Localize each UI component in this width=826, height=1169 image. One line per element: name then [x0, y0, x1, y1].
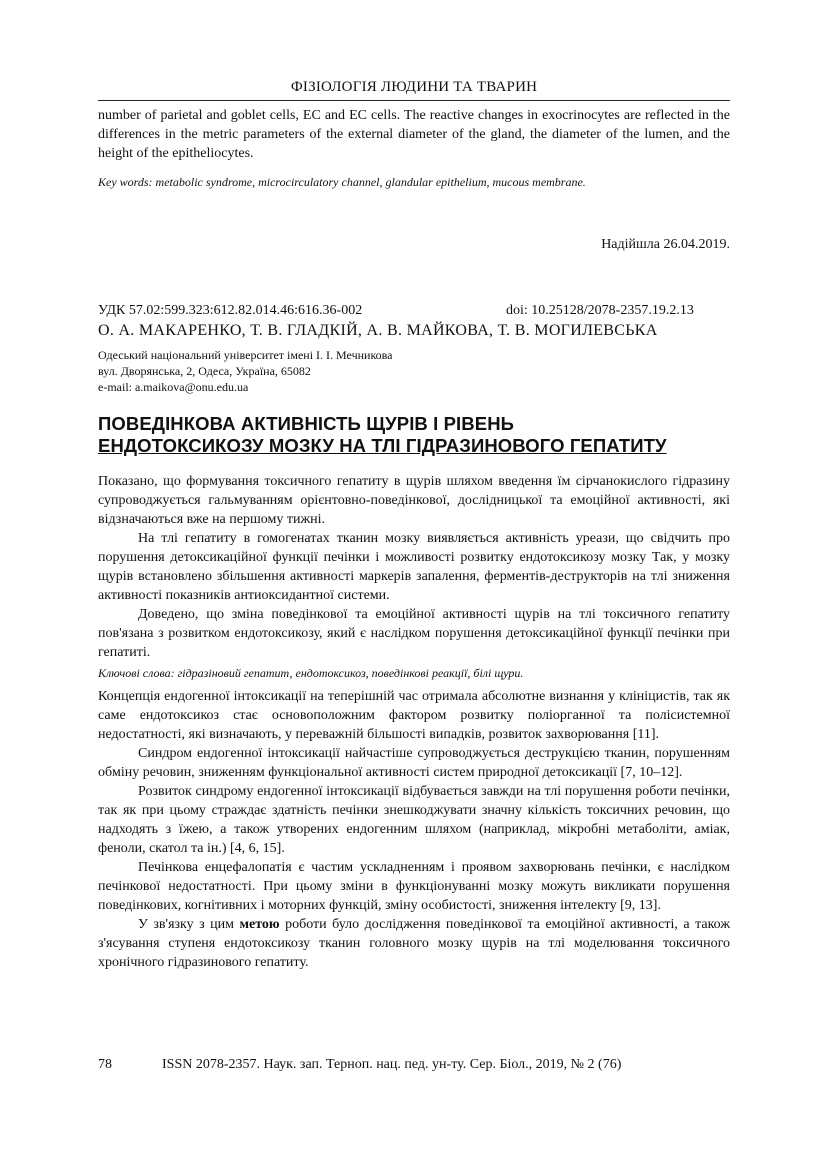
title-line-1: ПОВЕДІНКОВА АКТИВНІСТЬ ЩУРІВ І РІВЕНЬ — [98, 413, 515, 434]
address: вул. Дворянська, 2, Одеса, Україна, 65082 — [98, 364, 311, 378]
doi: doi: 10.25128/2078-2357.19.2.13 — [506, 303, 694, 318]
journal-citation: ISSN 2078-2357. Наук. зап. Терноп. нац. пед. ун-ту. Сер. Біол., 2019, № 2 (76) — [162, 1057, 622, 1072]
aim-intro: У зв'язку з цим — [138, 917, 240, 932]
institution: Одеський національний університет імені І. І. Мечникова — [98, 348, 393, 362]
keywords: Ключові слова: гідразіновий гепатит, ендотоксикоз, поведінкові реакції, білі щури. — [98, 666, 524, 680]
abstract-paragraph: На тлі гепатиту в гомогенатах тканин мозку виявляється активність уреази, що свідчить про порушення детоксикаційної функції печінки і можливості розвитку ендотоксикозу мозку Так, у мозку щурів встановлено збільшення активності маркерів запалення, ферментів-деструкторів на тлі зниження активності показників антиоксидантної системи. — [98, 531, 730, 603]
body-text — [98, 687, 730, 972]
email: e-mail: a.maikova@onu.edu.ua — [98, 380, 249, 394]
aim-text: роботи було дослідження поведінкової та емоційної активності, а також з'ясування ступеня ендотоксикозу тканин головного мозку щурів на тлі моделювання токсичного хронічного гідразинового гепатиту. — [98, 917, 730, 970]
aim-keyword: метою — [239, 917, 280, 932]
running-header: ФІЗІОЛОГІЯ ЛЮДИНИ ТА ТВАРИН — [290, 79, 538, 95]
affiliation — [98, 347, 393, 395]
previous-keywords: Key words: metabolic syndrome, microcirculatory channel, glandular epithelium, mucous membrane. — [98, 175, 586, 189]
received-date: Надійшла 26.04.2019. — [601, 237, 730, 252]
title-line-2: ЕНДОТОКСИКОЗУ МОЗКУ НА ТЛІ ГІДРАЗИНОВОГО ГЕПАТИТУ — [98, 435, 667, 456]
body-paragraph: Синдром ендогенної інтоксикації найчастіше супроводжується деструкцією тканин, порушенням обміну речовин, зниженням функціональної активності систем природної детоксикації [7, 10–12]. — [98, 746, 730, 780]
previous-abstract-end: number of parietal and goblet cells, EC and EC cells. The reactive changes in exocrinocytes are reflected in the differences in the metric parameters of the external diameter of the gland, the diameter of the lumen, and the height of the epitheliocytes. — [98, 108, 730, 161]
abstract-paragraph: Показано, що формування токсичного гепатиту в щурів шляхом введення їм сірчанокислого гідразину супроводжується гальмуванням орієнтовно-поведінкової, дослідницької та емоційної активності, які відзначаються вже на першому тижні. — [98, 474, 730, 527]
abstract — [98, 472, 730, 662]
header-rule — [98, 100, 730, 101]
body-paragraph: Розвиток синдрому ендогенної інтоксикації відбувається завжди на тлі порушення роботи печінки, так як при цьому страждає здатність печінки знешкоджувати значну кількість токсичних речовин, що надходять з їжею, а також утворених ендогенним шляхом (наприклад, мікробні метаболіти, аміак, феноли, скатол та ін.) [4, 6, 15]. — [98, 784, 730, 856]
body-paragraph: Концепція ендогенної інтоксикації на теперішній час отримала абсолютне визнання у клініцистів, так як саме ендотоксикоз стає основоположним фактором розвитку поліорганної та полісистемної недостатності, які визначають, у переважній більшості випадків, розвиток захворювання [11]. — [98, 689, 730, 742]
abstract-paragraph: Доведено, що зміна поведінкової та емоційної активності щурів на тлі токсичного гепатиту пов'язана з розвитком ендотоксикозу, який є наслідком порушення детоксикаційної функції печінки при гепатиті. — [98, 607, 730, 660]
body-paragraph: Печінкова енцефалопатія є частим ускладненням і проявом захворювань печінки, є наслідком печінкової недостатності. При цьому зміни в функціонуванні мозку можуть викликати порушення поведінкових, когнітивних і моторних функцій, зміну особистості, зниження інтелекту [9, 13]. — [98, 860, 730, 913]
authors: О. А. МАКАРЕНКО, Т. В. ГЛАДКІЙ, А. В. МАЙКОВА, Т. В. МОГИЛЕВСЬКА — [98, 322, 658, 339]
page-number: 78 — [98, 1057, 112, 1072]
udc-code: УДК 57.02:599.323:612.82.014.46:616.36-002 — [98, 303, 363, 318]
aim-paragraph — [98, 915, 730, 972]
article-title — [98, 413, 738, 457]
